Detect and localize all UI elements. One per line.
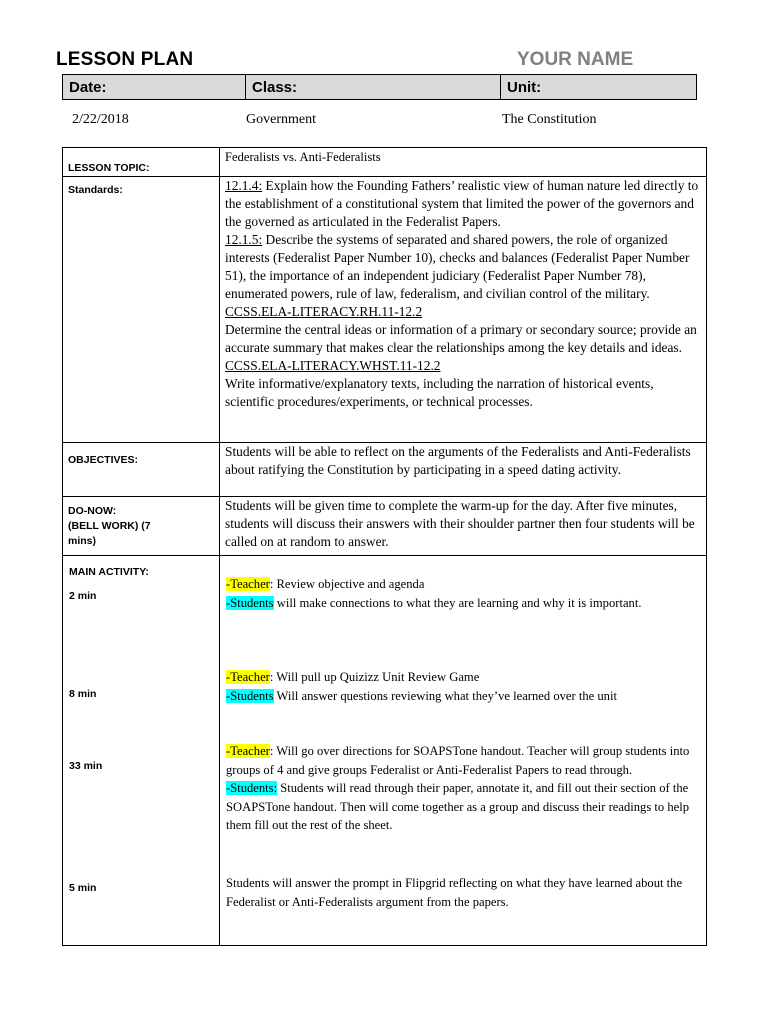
unit-label: Unit:: [501, 75, 697, 100]
time-33-min: 33 min: [69, 760, 103, 772]
class-label: Class:: [246, 75, 501, 100]
main-activity-content: [220, 556, 707, 946]
standard-code: CCSS.ELA-LITERACY.RH.11-12.2: [225, 304, 423, 319]
donow-content: Students will be given time to complete the warm-up for the day. After five minutes, students will discuss their answers with their shoulder partner then four students will be called on at random to answer.: [220, 497, 707, 556]
donow-label: DO-NOW: (BELL WORK) (7 mins): [63, 497, 220, 556]
main-activity-label-cell: [63, 556, 220, 946]
standards-label: Standards:: [63, 177, 220, 443]
page-title: LESSON PLAN: [56, 49, 194, 70]
meta-header-table: [62, 74, 697, 100]
topic-label: LESSON TOPIC:: [63, 148, 220, 177]
activity-block-2: -Teacher: Will pull up Quizizz Unit Review Game -Students Will answer questions reviewing what they’ve learned over the unit: [226, 670, 617, 703]
topic-value: Federalists vs. Anti-Federalists: [220, 148, 707, 177]
date-label: Date:: [63, 75, 246, 100]
objectives-content: Students will be able to reflect on the arguments of the Federalists and Anti-Federalists about ratifying the Constitution by participating in a speed dating activity.: [220, 443, 707, 497]
time-8-min: 8 min: [69, 688, 97, 700]
objectives-label: OBJECTIVES:: [63, 443, 220, 497]
time-2-min: 2 min: [69, 590, 97, 602]
main-activity-label: MAIN ACTIVITY:: [69, 566, 149, 578]
class-value: Government: [246, 112, 316, 127]
date-value: 2/22/2018: [72, 112, 129, 127]
activity-block-3: -Teacher: Will go over directions for SOAPSTone handout. Teacher will group students into groups of 4 and give groups Federalist or Anti-Federalist Papers to read through. -Students: Students will read through their paper, annotate it, and fill out their section of the SOAPSTone handout. Then will come together as a group and discuss their readings to help them fill out the rest of the sheet.: [226, 744, 690, 832]
activity-block-1: -Teacher: Review objective and agenda -Students will make connections to what they are learning and why it is important.: [226, 577, 642, 610]
standard-code: CCSS.ELA-LITERACY.WHST.11-12.2: [225, 358, 441, 373]
unit-value: The Constitution: [502, 112, 597, 127]
standard-code: 12.1.4:: [225, 178, 263, 193]
author-name: YOUR NAME: [517, 49, 634, 70]
standard-code: 12.1.5:: [225, 232, 263, 247]
standards-content: 12.1.4: Explain how the Founding Fathers’ realistic view of human nature led directly to the establishment of a constitutional system that limited the power of the governors and the governed as articulated in the Federalist Papers. 12.1.5: Describe the systems of separated and shared powers, the role of organized interests (Federalist Paper Number 10), checks and balances (Federalist Paper Number 51), the importance of an independent judiciary (Federalist Paper Number 78), enumerated powers, rule of law, federalism, and civilian control of the military. CCSS.ELA-LITERACY.RH.11-12.2 Determine the central ideas or information of a primary or secondary source; provide an accurate summary that makes clear the relationships among the key details and ideas. CCSS.ELA-LITERACY.WHST.11-12.2 Write informative/explanatory texts, including the narration of historical events, scientific procedures/experiments, or technical processes.: [220, 177, 707, 443]
time-5-min: 5 min: [69, 882, 97, 894]
activity-block-4: Students will answer the prompt in Flipgrid reflecting on what they have learned about the Federalist or Anti-Federalists argument from the papers.: [226, 876, 683, 909]
lesson-table: [62, 147, 707, 946]
